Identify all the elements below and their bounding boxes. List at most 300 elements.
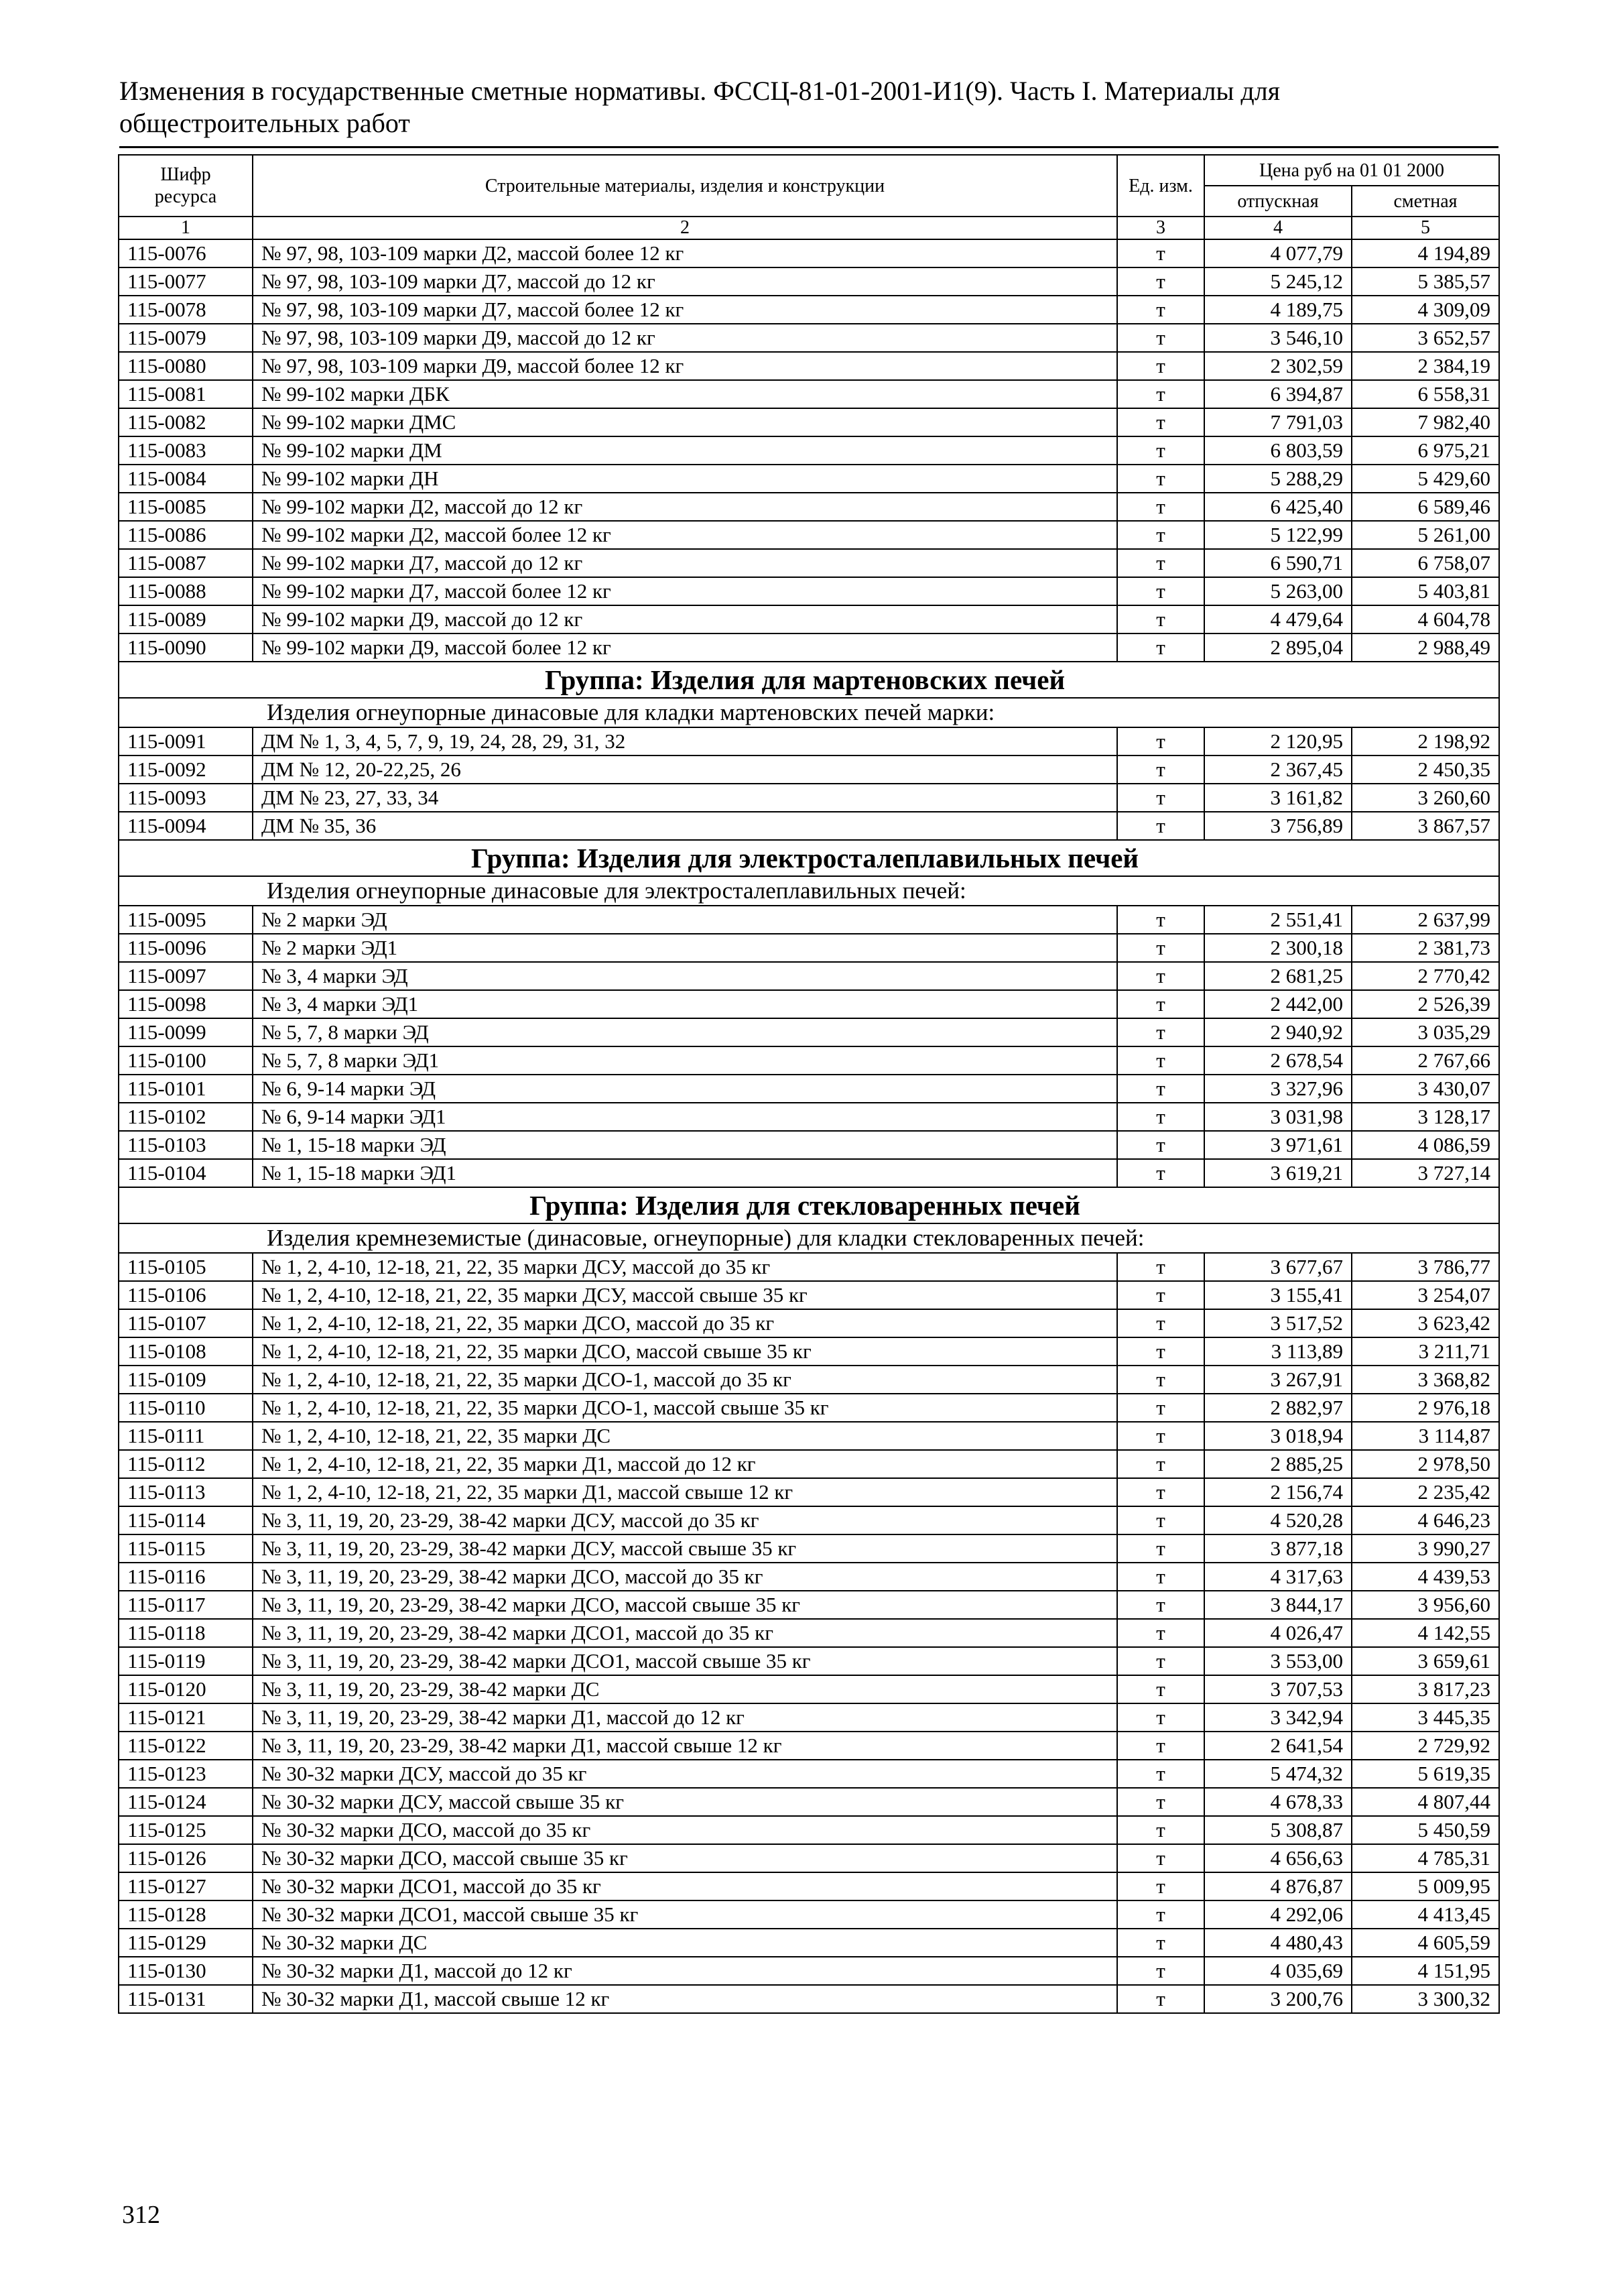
- group-heading: Группа: Изделия для электросталеплавильных печей: [119, 840, 1499, 876]
- resource-code-cell: 115-0083: [119, 436, 253, 465]
- release-price-cell: 2 367,45: [1204, 756, 1352, 784]
- estimate-price-cell: 4 309,09: [1352, 296, 1499, 324]
- table-row: [119, 1760, 1499, 1788]
- estimate-price-cell: 6 558,31: [1352, 380, 1499, 408]
- resource-code-cell: 115-0131: [119, 1985, 253, 2013]
- estimate-price-cell: 4 086,59: [1352, 1131, 1499, 1159]
- resource-code-cell: 115-0080: [119, 352, 253, 380]
- estimate-price-cell: 3 300,32: [1352, 1985, 1499, 2013]
- estimate-price-cell: 3 368,82: [1352, 1366, 1499, 1394]
- resource-code-cell: 115-0122: [119, 1732, 253, 1760]
- material-name-cell: № 2 марки ЭД: [253, 906, 1117, 934]
- unit-cell: т: [1117, 934, 1204, 962]
- unit-cell: т: [1117, 408, 1204, 436]
- estimate-price-cell: 2 770,42: [1352, 962, 1499, 990]
- resource-code-cell: 115-0117: [119, 1591, 253, 1619]
- header-rule: [119, 146, 1498, 148]
- estimate-price-cell: 4 194,89: [1352, 239, 1499, 267]
- group-heading-row: [119, 662, 1499, 698]
- material-name-cell: № 3, 11, 19, 20, 23-29, 38-42 марки ДСО, массой свыше 35 кг: [253, 1591, 1117, 1619]
- material-name-cell: № 1, 2, 4-10, 12-18, 21, 22, 35 марки ДСО, массой до 35 кг: [253, 1309, 1117, 1337]
- release-price-cell: 4 317,63: [1204, 1563, 1352, 1591]
- estimate-price-cell: 3 430,07: [1352, 1075, 1499, 1103]
- group-heading-row: [119, 1187, 1499, 1223]
- estimate-price-cell: 2 526,39: [1352, 990, 1499, 1018]
- resource-code-cell: 115-0097: [119, 962, 253, 990]
- material-name-cell: № 5, 7, 8 марки ЭД1: [253, 1046, 1117, 1075]
- release-price-cell: 2 302,59: [1204, 352, 1352, 380]
- resource-code-cell: 115-0084: [119, 465, 253, 493]
- unit-cell: т: [1117, 1563, 1204, 1591]
- resource-code-cell: 115-0081: [119, 380, 253, 408]
- release-price-cell: 3 619,21: [1204, 1159, 1352, 1187]
- release-price-cell: 6 803,59: [1204, 436, 1352, 465]
- release-price-cell: 2 442,00: [1204, 990, 1352, 1018]
- resource-code-cell: 115-0094: [119, 812, 253, 840]
- material-name-cell: № 30-32 марки Д1, массой свыше 12 кг: [253, 1985, 1117, 2013]
- estimate-price-cell: 5 385,57: [1352, 267, 1499, 296]
- release-price-cell: 2 681,25: [1204, 962, 1352, 990]
- col-header-price: Цена руб на 01 01 2000: [1204, 155, 1499, 186]
- estimate-price-cell: 3 652,57: [1352, 324, 1499, 352]
- release-price-cell: 6 425,40: [1204, 493, 1352, 521]
- resource-code-cell: 115-0126: [119, 1844, 253, 1872]
- table-row: [119, 727, 1499, 756]
- release-price-cell: 3 155,41: [1204, 1281, 1352, 1309]
- material-name-cell: № 3, 11, 19, 20, 23-29, 38-42 марки ДСО1, массой свыше 35 кг: [253, 1647, 1117, 1675]
- unit-cell: т: [1117, 1872, 1204, 1900]
- release-price-cell: 5 474,32: [1204, 1760, 1352, 1788]
- table-row: [119, 1103, 1499, 1131]
- release-price-cell: 3 018,94: [1204, 1422, 1352, 1450]
- table-row: [119, 1337, 1499, 1366]
- table-row: [119, 1253, 1499, 1281]
- table-row: [119, 1957, 1499, 1985]
- subgroup-heading: Изделия огнеупорные динасовые для электросталеплавильных печей:: [119, 876, 1499, 906]
- estimate-price-cell: 3 990,27: [1352, 1534, 1499, 1563]
- release-price-cell: 7 791,03: [1204, 408, 1352, 436]
- table-row: [119, 577, 1499, 605]
- material-name-cell: № 1, 2, 4-10, 12-18, 21, 22, 35 марки Д1, массой до 12 кг: [253, 1450, 1117, 1478]
- table-row: [119, 1018, 1499, 1046]
- estimate-price-cell: 3 956,60: [1352, 1591, 1499, 1619]
- table-row: [119, 1506, 1499, 1534]
- estimate-price-cell: 5 429,60: [1352, 465, 1499, 493]
- table-row: [119, 465, 1499, 493]
- table-row: [119, 1788, 1499, 1816]
- resource-code-cell: 115-0100: [119, 1046, 253, 1075]
- estimate-price-cell: 5 403,81: [1352, 577, 1499, 605]
- estimate-price-cell: 3 260,60: [1352, 784, 1499, 812]
- estimate-price-cell: 2 767,66: [1352, 1046, 1499, 1075]
- release-price-cell: 2 885,25: [1204, 1450, 1352, 1478]
- unit-cell: т: [1117, 1366, 1204, 1394]
- table-row: [119, 1478, 1499, 1506]
- material-name-cell: № 5, 7, 8 марки ЭД: [253, 1018, 1117, 1046]
- material-name-cell: № 1, 15-18 марки ЭД: [253, 1131, 1117, 1159]
- release-price-cell: 5 245,12: [1204, 267, 1352, 296]
- estimate-price-cell: 3 211,71: [1352, 1337, 1499, 1366]
- resource-code-cell: 115-0115: [119, 1534, 253, 1563]
- release-price-cell: 5 308,87: [1204, 1816, 1352, 1844]
- resource-code-cell: 115-0114: [119, 1506, 253, 1534]
- unit-cell: т: [1117, 1309, 1204, 1337]
- resource-code-cell: 115-0093: [119, 784, 253, 812]
- subgroup-heading-row: [119, 1223, 1499, 1253]
- material-name-cell: № 6, 9-14 марки ЭД: [253, 1075, 1117, 1103]
- release-price-cell: 2 156,74: [1204, 1478, 1352, 1506]
- resource-code-cell: 115-0109: [119, 1366, 253, 1394]
- release-price-cell: 3 707,53: [1204, 1675, 1352, 1703]
- material-name-cell: № 1, 2, 4-10, 12-18, 21, 22, 35 марки ДС: [253, 1422, 1117, 1450]
- col-header-price-estimate: сметная: [1352, 186, 1499, 217]
- release-price-cell: 2 882,97: [1204, 1394, 1352, 1422]
- table-row: [119, 633, 1499, 662]
- material-name-cell: № 30-32 марки ДСУ, массой до 35 кг: [253, 1760, 1117, 1788]
- material-name-cell: № 30-32 марки Д1, массой до 12 кг: [253, 1957, 1117, 1985]
- resource-code-cell: 115-0123: [119, 1760, 253, 1788]
- unit-cell: т: [1117, 1450, 1204, 1478]
- resource-code-cell: 115-0104: [119, 1159, 253, 1187]
- estimate-price-cell: 6 975,21: [1352, 436, 1499, 465]
- table-row: [119, 934, 1499, 962]
- unit-cell: т: [1117, 727, 1204, 756]
- release-price-cell: 4 479,64: [1204, 605, 1352, 633]
- resource-code-cell: 115-0127: [119, 1872, 253, 1900]
- resource-code-cell: 115-0077: [119, 267, 253, 296]
- estimate-price-cell: 5 619,35: [1352, 1760, 1499, 1788]
- unit-cell: т: [1117, 296, 1204, 324]
- unit-cell: т: [1117, 1957, 1204, 1985]
- unit-cell: т: [1117, 1534, 1204, 1563]
- table-row: [119, 408, 1499, 436]
- estimate-price-cell: 3 128,17: [1352, 1103, 1499, 1131]
- release-price-cell: 2 300,18: [1204, 934, 1352, 962]
- release-price-cell: 4 678,33: [1204, 1788, 1352, 1816]
- resource-code-cell: 115-0098: [119, 990, 253, 1018]
- table-row: [119, 1394, 1499, 1422]
- material-name-cell: № 99-102 марки Д2, массой более 12 кг: [253, 521, 1117, 549]
- col-number-1: 1: [119, 217, 253, 239]
- estimate-price-cell: 5 261,00: [1352, 521, 1499, 549]
- material-name-cell: № 1, 2, 4-10, 12-18, 21, 22, 35 марки ДСУ, массой до 35 кг: [253, 1253, 1117, 1281]
- estimate-price-cell: 3 114,87: [1352, 1422, 1499, 1450]
- release-price-cell: 6 590,71: [1204, 549, 1352, 577]
- material-name-cell: № 99-102 марки ДБК: [253, 380, 1117, 408]
- table-row: [119, 1929, 1499, 1957]
- unit-cell: т: [1117, 1018, 1204, 1046]
- unit-cell: т: [1117, 1506, 1204, 1534]
- unit-cell: т: [1117, 380, 1204, 408]
- col-header-code: Шифр ресурса: [119, 155, 253, 217]
- estimate-price-cell: 2 988,49: [1352, 633, 1499, 662]
- material-name-cell: № 1, 2, 4-10, 12-18, 21, 22, 35 марки Д1, массой свыше 12 кг: [253, 1478, 1117, 1506]
- resource-code-cell: 115-0095: [119, 906, 253, 934]
- material-name-cell: № 97, 98, 103-109 марки Д7, массой более 12 кг: [253, 296, 1117, 324]
- resource-code-cell: 115-0087: [119, 549, 253, 577]
- unit-cell: т: [1117, 605, 1204, 633]
- material-name-cell: № 6, 9-14 марки ЭД1: [253, 1103, 1117, 1131]
- col-header-name: Строительные материалы, изделия и конструкции: [253, 155, 1117, 217]
- resource-code-cell: 115-0105: [119, 1253, 253, 1281]
- resource-code-cell: 115-0102: [119, 1103, 253, 1131]
- release-price-cell: 3 546,10: [1204, 324, 1352, 352]
- table-row: [119, 1985, 1499, 2013]
- table-row: [119, 296, 1499, 324]
- unit-cell: т: [1117, 1703, 1204, 1732]
- col-number-5: 5: [1352, 217, 1499, 239]
- material-name-cell: № 99-102 марки Д7, массой более 12 кг: [253, 577, 1117, 605]
- estimate-price-cell: 4 807,44: [1352, 1788, 1499, 1816]
- release-price-cell: 3 553,00: [1204, 1647, 1352, 1675]
- estimate-price-cell: 2 450,35: [1352, 756, 1499, 784]
- unit-cell: т: [1117, 1732, 1204, 1760]
- unit-cell: т: [1117, 1619, 1204, 1647]
- table-row: [119, 1900, 1499, 1929]
- table-row: [119, 493, 1499, 521]
- release-price-cell: 5 263,00: [1204, 577, 1352, 605]
- resource-code-cell: 115-0119: [119, 1647, 253, 1675]
- resource-code-cell: 115-0107: [119, 1309, 253, 1337]
- group-heading: Группа: Изделия для стекловаренных печей: [119, 1187, 1499, 1223]
- unit-cell: т: [1117, 1591, 1204, 1619]
- material-name-cell: № 97, 98, 103-109 марки Д9, массой более 12 кг: [253, 352, 1117, 380]
- resource-code-cell: 115-0103: [119, 1131, 253, 1159]
- release-price-cell: 2 895,04: [1204, 633, 1352, 662]
- unit-cell: т: [1117, 1103, 1204, 1131]
- unit-cell: т: [1117, 549, 1204, 577]
- release-price-cell: 3 327,96: [1204, 1075, 1352, 1103]
- release-price-cell: 3 756,89: [1204, 812, 1352, 840]
- table-row: [119, 1647, 1499, 1675]
- col-number-3: 3: [1117, 217, 1204, 239]
- resource-code-cell: 115-0096: [119, 934, 253, 962]
- estimate-price-cell: 4 646,23: [1352, 1506, 1499, 1534]
- table-row: [119, 962, 1499, 990]
- material-name-cell: № 30-32 марки ДСО, массой свыше 35 кг: [253, 1844, 1117, 1872]
- release-price-cell: 4 035,69: [1204, 1957, 1352, 1985]
- unit-cell: т: [1117, 267, 1204, 296]
- estimate-price-cell: 4 142,55: [1352, 1619, 1499, 1647]
- unit-cell: т: [1117, 493, 1204, 521]
- material-name-cell: № 30-32 марки ДС: [253, 1929, 1117, 1957]
- unit-cell: т: [1117, 1760, 1204, 1788]
- material-name-cell: № 30-32 марки ДСУ, массой свыше 35 кг: [253, 1788, 1117, 1816]
- unit-cell: т: [1117, 239, 1204, 267]
- release-price-cell: 4 480,43: [1204, 1929, 1352, 1957]
- unit-cell: т: [1117, 1131, 1204, 1159]
- material-name-cell: № 3, 11, 19, 20, 23-29, 38-42 марки ДСУ, массой свыше 35 кг: [253, 1534, 1117, 1563]
- table-row: [119, 1366, 1499, 1394]
- release-price-cell: 3 031,98: [1204, 1103, 1352, 1131]
- table-row: [119, 906, 1499, 934]
- unit-cell: т: [1117, 465, 1204, 493]
- material-name-cell: № 99-102 марки ДН: [253, 465, 1117, 493]
- material-name-cell: № 99-102 марки Д9, массой до 12 кг: [253, 605, 1117, 633]
- estimate-price-cell: 2 381,73: [1352, 934, 1499, 962]
- resource-code-cell: 115-0101: [119, 1075, 253, 1103]
- release-price-cell: 2 120,95: [1204, 727, 1352, 756]
- resource-code-cell: 115-0099: [119, 1018, 253, 1046]
- resource-code-cell: 115-0118: [119, 1619, 253, 1647]
- table-row: [119, 1563, 1499, 1591]
- unit-cell: т: [1117, 990, 1204, 1018]
- material-name-cell: № 1, 2, 4-10, 12-18, 21, 22, 35 марки ДСО-1, массой свыше 35 кг: [253, 1394, 1117, 1422]
- material-name-cell: № 2 марки ЭД1: [253, 934, 1117, 962]
- estimate-price-cell: 2 978,50: [1352, 1450, 1499, 1478]
- unit-cell: т: [1117, 1478, 1204, 1506]
- table-row: [119, 784, 1499, 812]
- unit-cell: т: [1117, 962, 1204, 990]
- unit-cell: т: [1117, 1159, 1204, 1187]
- estimate-price-cell: 4 151,95: [1352, 1957, 1499, 1985]
- release-price-cell: 4 876,87: [1204, 1872, 1352, 1900]
- subgroup-heading: Изделия кремнеземистые (динасовые, огнеупорные) для кладки стекловаренных печей:: [119, 1223, 1499, 1253]
- estimate-price-cell: 3 817,23: [1352, 1675, 1499, 1703]
- table-row: [119, 1732, 1499, 1760]
- release-price-cell: 3 161,82: [1204, 784, 1352, 812]
- unit-cell: т: [1117, 1046, 1204, 1075]
- estimate-price-cell: 4 413,45: [1352, 1900, 1499, 1929]
- material-name-cell: № 3, 11, 19, 20, 23-29, 38-42 марки ДС: [253, 1675, 1117, 1703]
- page-header: Изменения в государственные сметные нормативы. ФССЦ-81-01-2001-И1(9). Часть I. Материалы для общестроительных работ: [119, 76, 1281, 138]
- release-price-cell: 2 551,41: [1204, 906, 1352, 934]
- resource-code-cell: 115-0112: [119, 1450, 253, 1478]
- unit-cell: т: [1117, 812, 1204, 840]
- table-row: [119, 1450, 1499, 1478]
- unit-cell: т: [1117, 1281, 1204, 1309]
- unit-cell: т: [1117, 1422, 1204, 1450]
- estimate-price-cell: 4 605,59: [1352, 1929, 1499, 1957]
- resource-code-cell: 115-0116: [119, 1563, 253, 1591]
- table-row: [119, 436, 1499, 465]
- resource-code-cell: 115-0110: [119, 1394, 253, 1422]
- unit-cell: т: [1117, 1675, 1204, 1703]
- unit-cell: т: [1117, 1985, 1204, 2013]
- material-name-cell: № 99-102 марки Д2, массой до 12 кг: [253, 493, 1117, 521]
- unit-cell: т: [1117, 1253, 1204, 1281]
- col-header-price-release: отпускная: [1204, 186, 1352, 217]
- table-row: [119, 1309, 1499, 1337]
- table-row: [119, 1159, 1499, 1187]
- material-name-cell: № 3, 11, 19, 20, 23-29, 38-42 марки Д1, массой свыше 12 кг: [253, 1732, 1117, 1760]
- table-row: [119, 1534, 1499, 1563]
- release-price-cell: 3 200,76: [1204, 1985, 1352, 2013]
- unit-cell: т: [1117, 521, 1204, 549]
- resource-code-cell: 115-0124: [119, 1788, 253, 1816]
- estimate-price-cell: 3 659,61: [1352, 1647, 1499, 1675]
- unit-cell: т: [1117, 756, 1204, 784]
- material-name-cell: № 97, 98, 103-109 марки Д2, массой более 12 кг: [253, 239, 1117, 267]
- unit-cell: т: [1117, 1647, 1204, 1675]
- estimate-price-cell: 3 035,29: [1352, 1018, 1499, 1046]
- group-heading: Группа: Изделия для мартеновских печей: [119, 662, 1499, 698]
- estimate-price-cell: 7 982,40: [1352, 408, 1499, 436]
- resource-code-cell: 115-0111: [119, 1422, 253, 1450]
- table-row: [119, 324, 1499, 352]
- table-row: [119, 990, 1499, 1018]
- group-heading-row: [119, 840, 1499, 876]
- subgroup-heading-row: [119, 698, 1499, 727]
- table-row: [119, 1075, 1499, 1103]
- unit-cell: т: [1117, 633, 1204, 662]
- estimate-price-cell: 3 445,35: [1352, 1703, 1499, 1732]
- unit-cell: т: [1117, 1844, 1204, 1872]
- resource-code-cell: 115-0079: [119, 324, 253, 352]
- material-name-cell: № 3, 4 марки ЭД1: [253, 990, 1117, 1018]
- material-name-cell: № 30-32 марки ДСО1, массой свыше 35 кг: [253, 1900, 1117, 1929]
- unit-cell: т: [1117, 1788, 1204, 1816]
- material-name-cell: № 3, 11, 19, 20, 23-29, 38-42 марки ДСО1, массой до 35 кг: [253, 1619, 1117, 1647]
- estimate-price-cell: 6 589,46: [1352, 493, 1499, 521]
- resource-code-cell: 115-0128: [119, 1900, 253, 1929]
- table-row: [119, 812, 1499, 840]
- unit-cell: т: [1117, 324, 1204, 352]
- subgroup-heading-row: [119, 876, 1499, 906]
- unit-cell: т: [1117, 577, 1204, 605]
- resource-code-cell: 115-0130: [119, 1957, 253, 1985]
- material-name-cell: № 3, 4 марки ЭД: [253, 962, 1117, 990]
- estimate-price-cell: 5 009,95: [1352, 1872, 1499, 1900]
- unit-cell: т: [1117, 784, 1204, 812]
- table-row: [119, 380, 1499, 408]
- unit-cell: т: [1117, 1900, 1204, 1929]
- release-price-cell: 3 877,18: [1204, 1534, 1352, 1563]
- unit-cell: т: [1117, 436, 1204, 465]
- table-row: [119, 1131, 1499, 1159]
- material-name-cell: ДМ № 12, 20-22,25, 26: [253, 756, 1117, 784]
- release-price-cell: 2 678,54: [1204, 1046, 1352, 1075]
- table-row: [119, 1816, 1499, 1844]
- material-name-cell: № 1, 15-18 марки ЭД1: [253, 1159, 1117, 1187]
- unit-cell: т: [1117, 1394, 1204, 1422]
- estimate-price-cell: 2 729,92: [1352, 1732, 1499, 1760]
- resource-code-cell: 115-0086: [119, 521, 253, 549]
- material-name-cell: № 99-102 марки Д9, массой более 12 кг: [253, 633, 1117, 662]
- release-price-cell: 4 292,06: [1204, 1900, 1352, 1929]
- table-row: [119, 1675, 1499, 1703]
- estimate-price-cell: 2 637,99: [1352, 906, 1499, 934]
- material-name-cell: № 3, 11, 19, 20, 23-29, 38-42 марки ДСУ, массой до 35 кг: [253, 1506, 1117, 1534]
- resource-code-cell: 115-0091: [119, 727, 253, 756]
- material-name-cell: № 3, 11, 19, 20, 23-29, 38-42 марки Д1, массой до 12 кг: [253, 1703, 1117, 1732]
- release-price-cell: 3 342,94: [1204, 1703, 1352, 1732]
- material-name-cell: № 1, 2, 4-10, 12-18, 21, 22, 35 марки ДСО-1, массой до 35 кг: [253, 1366, 1117, 1394]
- release-price-cell: 3 517,52: [1204, 1309, 1352, 1337]
- estimate-price-cell: 6 758,07: [1352, 549, 1499, 577]
- table-body: [119, 239, 1499, 2013]
- material-name-cell: № 3, 11, 19, 20, 23-29, 38-42 марки ДСО, массой до 35 кг: [253, 1563, 1117, 1591]
- table-row: [119, 352, 1499, 380]
- release-price-cell: 3 677,67: [1204, 1253, 1352, 1281]
- resource-code-cell: 115-0120: [119, 1675, 253, 1703]
- estimate-price-cell: 4 604,78: [1352, 605, 1499, 633]
- release-price-cell: 4 077,79: [1204, 239, 1352, 267]
- resource-code-cell: 115-0121: [119, 1703, 253, 1732]
- resource-code-cell: 115-0088: [119, 577, 253, 605]
- material-name-cell: № 30-32 марки ДСО, массой до 35 кг: [253, 1816, 1117, 1844]
- table-row: [119, 1619, 1499, 1647]
- table-row: [119, 521, 1499, 549]
- estimate-price-cell: 3 867,57: [1352, 812, 1499, 840]
- resource-code-cell: 115-0108: [119, 1337, 253, 1366]
- table-row: [119, 549, 1499, 577]
- unit-cell: т: [1117, 906, 1204, 934]
- unit-cell: т: [1117, 1075, 1204, 1103]
- material-name-cell: № 97, 98, 103-109 марки Д9, массой до 12 кг: [253, 324, 1117, 352]
- table-row: [119, 1844, 1499, 1872]
- release-price-cell: 4 026,47: [1204, 1619, 1352, 1647]
